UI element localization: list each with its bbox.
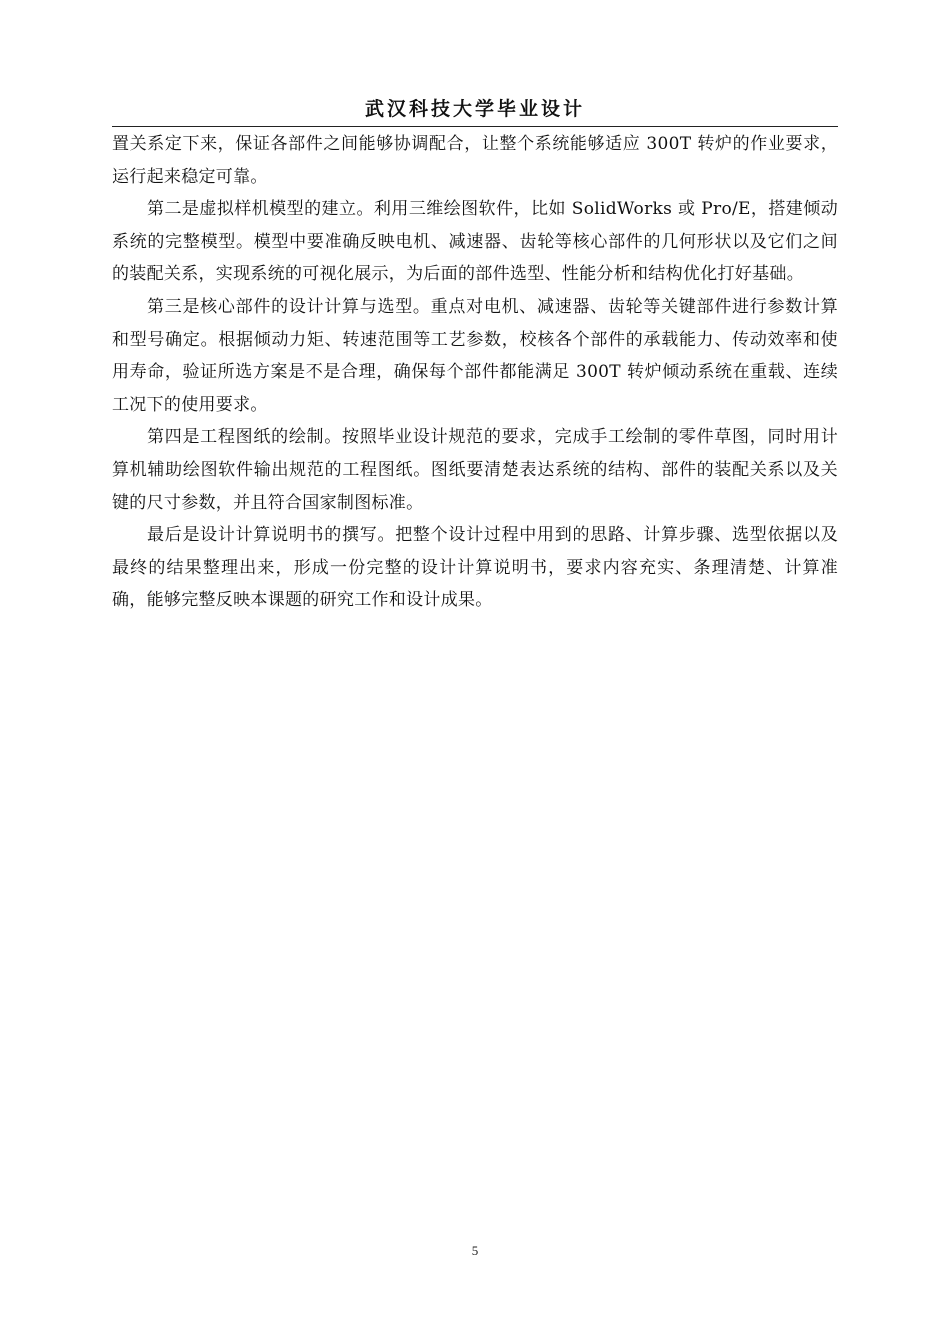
page-number: 5 [471, 1243, 479, 1258]
paragraph-engineering-drawings: 第四是工程图纸的绘制。按照毕业设计规范的要求，完成手工绘制的零件草图，同时用计算机辅助绘图软件输出规范的工程图纸。图纸要清楚表达系统的结构、部件的装配关系以及关键的尺寸参数，并且符合国家制图标准。 [112, 427, 838, 513]
header-title: 武汉科技大学毕业设计 [364, 98, 585, 120]
paragraph-continuation: 置关系定下来，保证各部件之间能够协调配合，让整个系统能够适应 300T 转炉的作业要求，运行起来稳定可靠。 [112, 134, 838, 187]
page-header [112, 92, 838, 127]
paragraph-core-components: 第三是核心部件的设计计算与选型。重点对电机、减速器、齿轮等关键部件进行参数计算和型号确定。根据倾动力矩、转速范围等工艺参数，校核各个部件的承载能力、传动效率和使用寿命，验证所选方案是不是合理，确保每个部件都能满足 300T 转炉倾动系统在重载、连续工况下的使用要求。 [112, 296, 838, 415]
paragraph-virtual-prototype: 第二是虚拟样机模型的建立。利用三维绘图软件，比如 SolidWorks 或 Pro/E，搭建倾动系统的完整模型。模型中要准确反映电机、减速器、齿轮等核心部件的几何形状以及它们之间的装配关系，实现系统的可视化展示，为后面的部件选型、性能分析和结构优化打好基础。 [112, 199, 838, 285]
body-text [112, 128, 838, 617]
paragraph-design-manual: 最后是设计计算说明书的撰写。把整个设计过程中用到的思路、计算步骤、选型依据以及最终的结果整理出来，形成一份完整的设计计算说明书，要求内容充实、条理清楚、计算准确，能够完整反映本课题的研究工作和设计成果。 [112, 525, 838, 611]
